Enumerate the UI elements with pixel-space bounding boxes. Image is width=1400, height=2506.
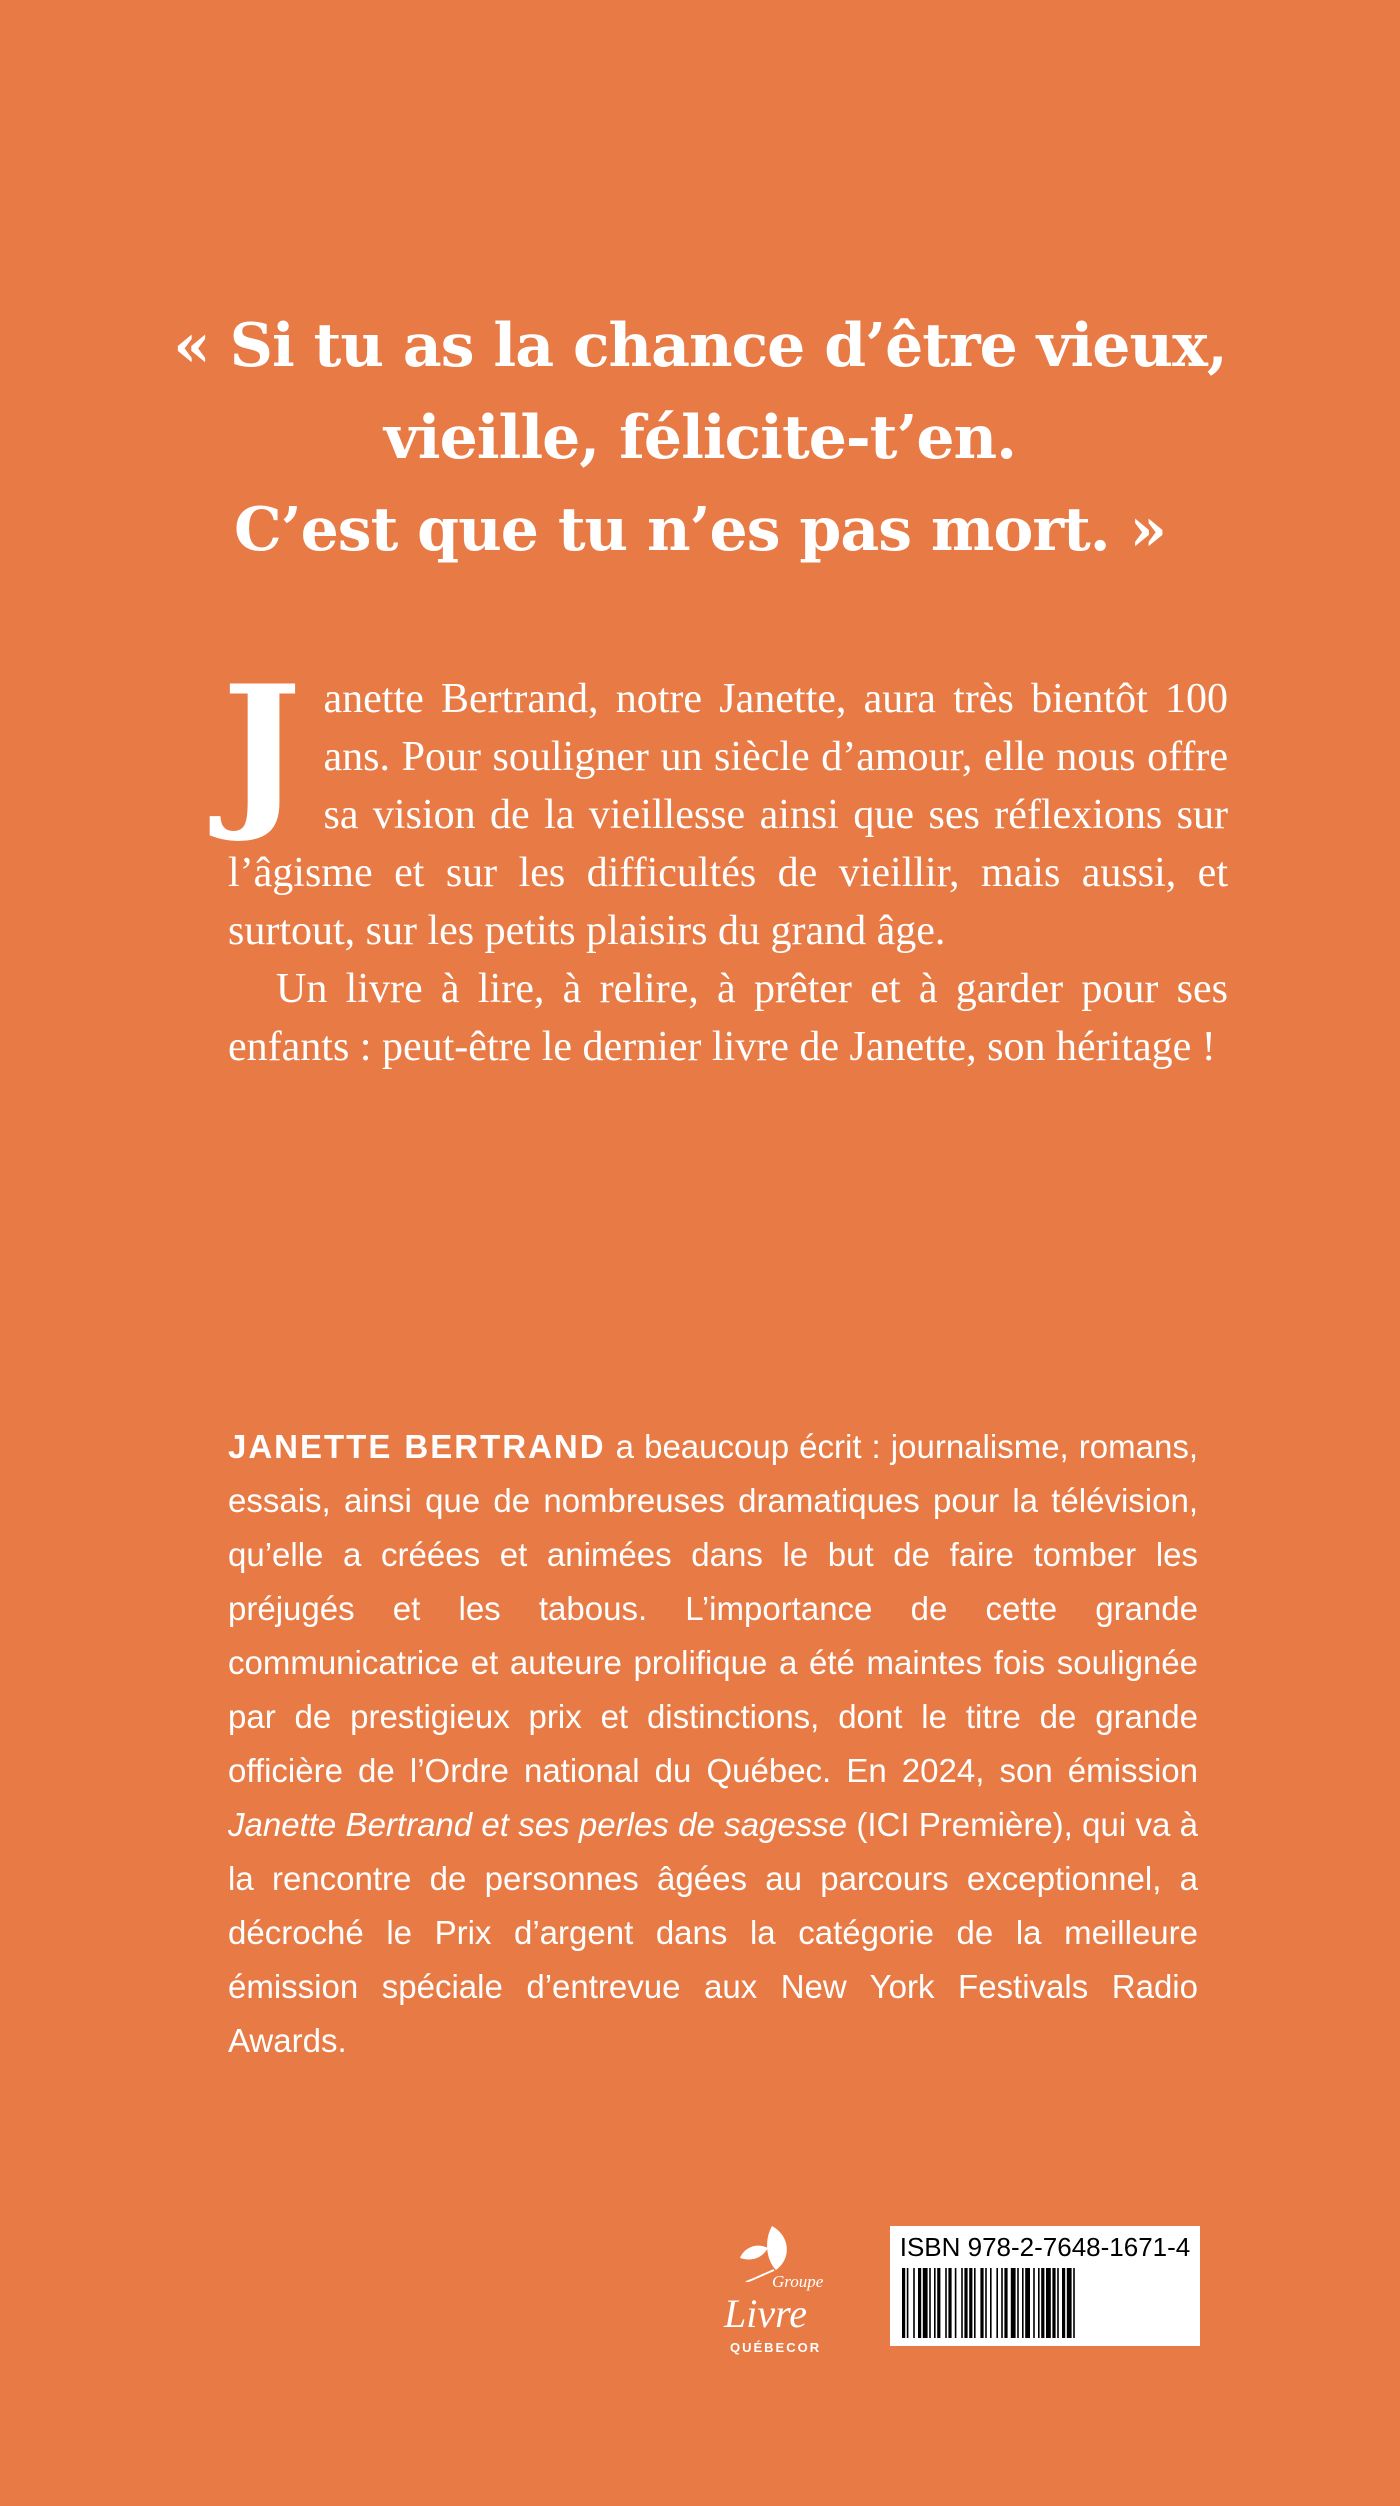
barcode-bar <box>990 2268 992 2338</box>
barcode-bar <box>955 2268 957 2338</box>
barcode-bar <box>1033 2268 1035 2338</box>
barcode-bar <box>923 2268 928 2338</box>
quote-line-3: C’est que tu n’es pas mort. » <box>233 495 1167 565</box>
barcode-bar <box>1001 2268 1003 2338</box>
synopsis-paragraph-2: Un livre à lire, à relire, à prêter et à garder pour ses enfants : peut-être le dernier livre de Janette, son héritage ! <box>228 966 1228 1070</box>
publisher-groupe: Groupe <box>772 2272 824 2291</box>
publisher-livre: Livre <box>724 2291 807 2336</box>
drop-cap: J <box>222 648 302 846</box>
isbn-number: ISBN 978-2-7648-1671-4 <box>899 2232 1191 2262</box>
author-name: JANETTE BERTRAND <box>228 1428 606 1465</box>
barcode-bar <box>945 2268 947 2338</box>
barcode-bar <box>1025 2268 1030 2338</box>
barcode-bar <box>996 2268 998 2338</box>
barcode-bar <box>1011 2268 1016 2338</box>
barcode-bar <box>918 2268 921 2338</box>
quote-line-1: « Si tu as la chance d’être vieux, <box>173 311 1227 381</box>
barcode-bar <box>948 2268 951 2338</box>
barcode-bar <box>980 2268 983 2338</box>
barcode-bar <box>985 2268 987 2338</box>
bio-text-2: (ICI Première), qui va à la rencontre de personnes âgées au parcours exceptionnel, a décroché le Prix d’argent dans la catégorie de la meilleure émission spéciale d’entrevue aux New York Festivals Radio Awards. <box>228 1806 1198 2059</box>
barcode-bar <box>937 2268 940 2338</box>
barcode-bar <box>934 2268 936 2338</box>
barcode-bar <box>961 2268 963 2338</box>
barcode-icon <box>902 2268 1188 2338</box>
barcode-bar <box>964 2268 967 2338</box>
barcode-label <box>890 2226 1200 2346</box>
barcode-bar <box>913 2268 915 2338</box>
barcode-bar <box>1022 2268 1024 2338</box>
barcode-bar <box>929 2268 931 2338</box>
barcode-bar <box>969 2268 972 2338</box>
cover-quote <box>0 300 1400 576</box>
barcode-bar <box>1073 2268 1075 2338</box>
barcode-bar <box>1057 2268 1059 2338</box>
publisher-logo <box>694 2222 844 2372</box>
author-bio <box>228 1420 1198 2068</box>
barcode-bar <box>974 2268 976 2338</box>
show-title: Janette Bertrand et ses perles de sagesse <box>228 1806 848 1843</box>
synopsis <box>222 648 1228 1076</box>
barcode-bar <box>1004 2268 1007 2338</box>
barcode-bar <box>902 2268 905 2338</box>
barcode-bar <box>1046 2268 1051 2338</box>
bio-text-1: a beaucoup écrit : journalisme, romans, essais, ainsi que de nombreuses dramatiques pour la télévision, qu’elle a créées et animées dans le but de faire tomber les préjugés et les tabous. L’importance de cette grande communicatrice et auteure prolifique a été maintes fois soulignée par de prestigieux prix et distinctions, dont le titre de grande officière de l’Ordre national du Québec. En 2024, son émission <box>228 1428 1198 1789</box>
bio-paragraph <box>228 1420 1198 2068</box>
quote-line-2: vieille, félicite-t’en. <box>383 403 1017 473</box>
barcode-bar <box>1062 2268 1065 2338</box>
synopsis-paragraph-1: anette Bertrand, notre Janette, aura très bientôt 100 ans. Pour souligner un siècle d’amour, elle nous offre sa vision de la vieillesse ainsi que ses réflexions sur l’âgisme et sur les difficultés de vieillir, mais aussi, et surtout, sur les petits plaisirs du grand âge. <box>228 676 1228 954</box>
barcode-bar <box>907 2268 909 2338</box>
publisher-quebecor: QUÉBECOR <box>730 2340 822 2355</box>
barcode-bar <box>1038 2268 1040 2338</box>
barcode-bar <box>1067 2268 1072 2338</box>
barcode-bar <box>1017 2268 1019 2338</box>
barcode-bar <box>1041 2268 1044 2338</box>
barcode-bar <box>1052 2268 1055 2338</box>
